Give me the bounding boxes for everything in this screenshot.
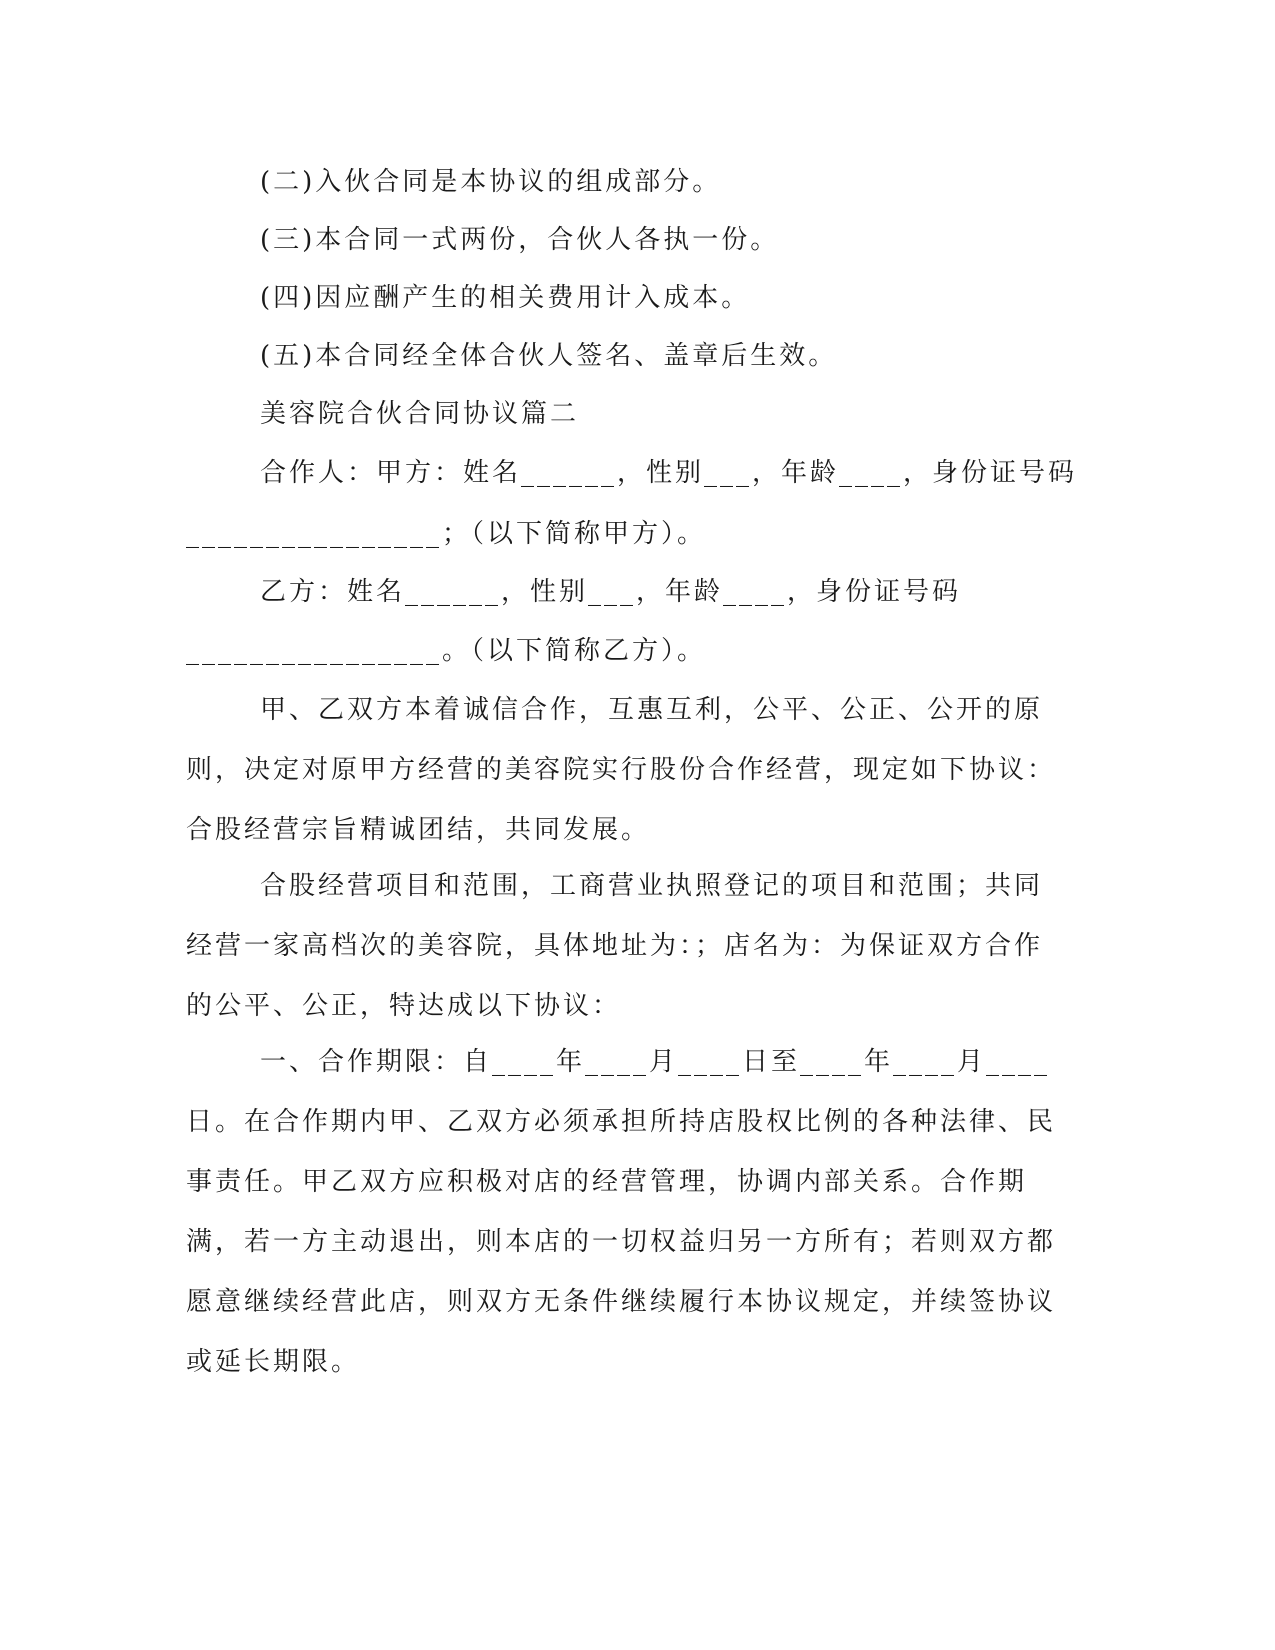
clause-3: (三)本合同一式两份，合伙人各执一份。 (260, 225, 780, 255)
clause-2: (二)入伙合同是本协议的组成部分。 (260, 167, 722, 197)
clause-5: (五)本合同经全体合伙人签名、盖章后生效。 (260, 341, 838, 371)
paragraph-scope: 合股经营项目和范围，工商营业执照登记的项目和范围；共同经营一家高档次的美容院，具体地址为：；店名为：为保证双方合作的公平、公正，特达成以下协议： (186, 871, 1044, 1021)
section-heading: 美容院合伙合同协议篇二 (260, 399, 580, 429)
paragraph-principles: 甲、乙双方本着诚信合作，互惠互利，公平、公正、公开的原则，决定对原甲方经营的美容院实行股份合作经营，现定如下协议：合股经营宗旨精诚团结，共同发展。 (186, 695, 1057, 845)
paragraph-term: 一、合作期限：自____年____月____日至____年____月____日。在合作期内甲、乙双方必须承担所持店股权比例的各种法律、民事责任。甲乙双方应积极对店的经营管理，协调内部关系。合作期满，若一方主动退出，则本店的一切权益归另一方所有；若则双方都愿意继续经营此店，则双方无条件继续履行本协议规定，并续签协议或延长期限。 (186, 1047, 1057, 1377)
party-b-line: 乙方：姓名______，性别___，年龄____，身份证号码 (260, 577, 962, 607)
party-a-id-line: ________________；（以下简称甲方）。 (186, 519, 707, 549)
party-a-line: 合作人：甲方：姓名______，性别___，年龄____，身份证号码 (260, 458, 1078, 488)
clause-4: (四)因应酬产生的相关费用计入成本。 (260, 283, 751, 313)
party-b-id-line: ________________。（以下简称乙方）。 (186, 636, 707, 666)
